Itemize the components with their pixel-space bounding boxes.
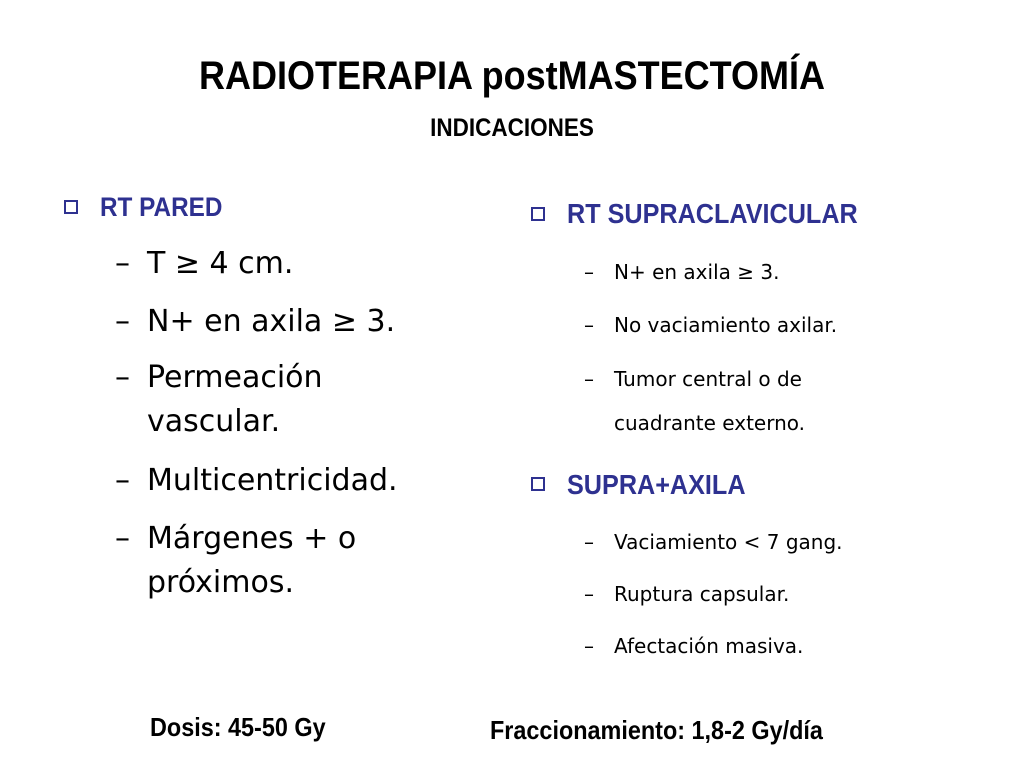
checkbox-bullet-icon: [531, 477, 545, 491]
slide-title: RADIOTERAPIA postMASTECTOMÍA: [198, 54, 825, 98]
dash-bullet: –: [584, 260, 594, 284]
item-text: Ruptura capsular.: [614, 582, 790, 606]
dash-bullet: –: [115, 521, 130, 556]
list-item: [115, 300, 445, 344]
dash-bullet: –: [584, 582, 594, 606]
rt-supraclavicular-heading: RT SUPRACLAVICULAR: [567, 198, 858, 229]
dash-bullet: –: [115, 246, 130, 281]
list-item: [584, 529, 914, 555]
item-text: Márgenes + o: [147, 521, 357, 556]
supra-axila-heading: SUPRA+AXILA: [567, 469, 746, 500]
checkbox-bullet-icon: [531, 207, 545, 221]
item-text: Multicentricidad.: [147, 463, 398, 498]
item-text: N+ en axila ≥ 3.: [614, 260, 780, 284]
dash-bullet: –: [115, 360, 130, 395]
item-text: T ≥ 4 cm.: [147, 246, 294, 281]
dose-text: Dosis: 45-50 Gy: [150, 712, 326, 742]
dash-bullet: –: [115, 304, 130, 339]
dash-bullet: –: [584, 367, 594, 391]
list-item: [115, 517, 445, 605]
list-item: [115, 356, 445, 444]
list-item: [584, 581, 914, 607]
dash-bullet: –: [584, 634, 594, 658]
item-text-continued: vascular.: [147, 404, 281, 439]
item-text-continued: cuadrante externo.: [614, 411, 806, 435]
list-item: [584, 633, 914, 659]
list-item: [584, 259, 914, 285]
list-item: [584, 366, 914, 436]
slide-subtitle: INDICACIONES: [430, 114, 594, 142]
checkbox-bullet-icon: [64, 200, 78, 214]
dash-bullet: –: [115, 463, 130, 498]
item-text-continued: próximos.: [147, 565, 294, 600]
list-item: [115, 459, 445, 503]
fractionation-text: Fraccionamiento: 1,8-2 Gy/día: [490, 715, 823, 745]
dash-bullet: –: [584, 313, 594, 337]
item-text: N+ en axila ≥ 3.: [147, 304, 396, 339]
rt-pared-heading: RT PARED: [100, 192, 223, 222]
list-item: [584, 312, 914, 338]
list-item: [115, 242, 445, 286]
item-text: Permeación: [147, 360, 323, 395]
item-text: Vaciamiento < 7 gang.: [614, 530, 843, 554]
item-text: Tumor central o de: [614, 367, 802, 391]
item-text: No vaciamiento axilar.: [614, 313, 838, 337]
item-text: Afectación masiva.: [614, 634, 804, 658]
dash-bullet: –: [584, 530, 594, 554]
